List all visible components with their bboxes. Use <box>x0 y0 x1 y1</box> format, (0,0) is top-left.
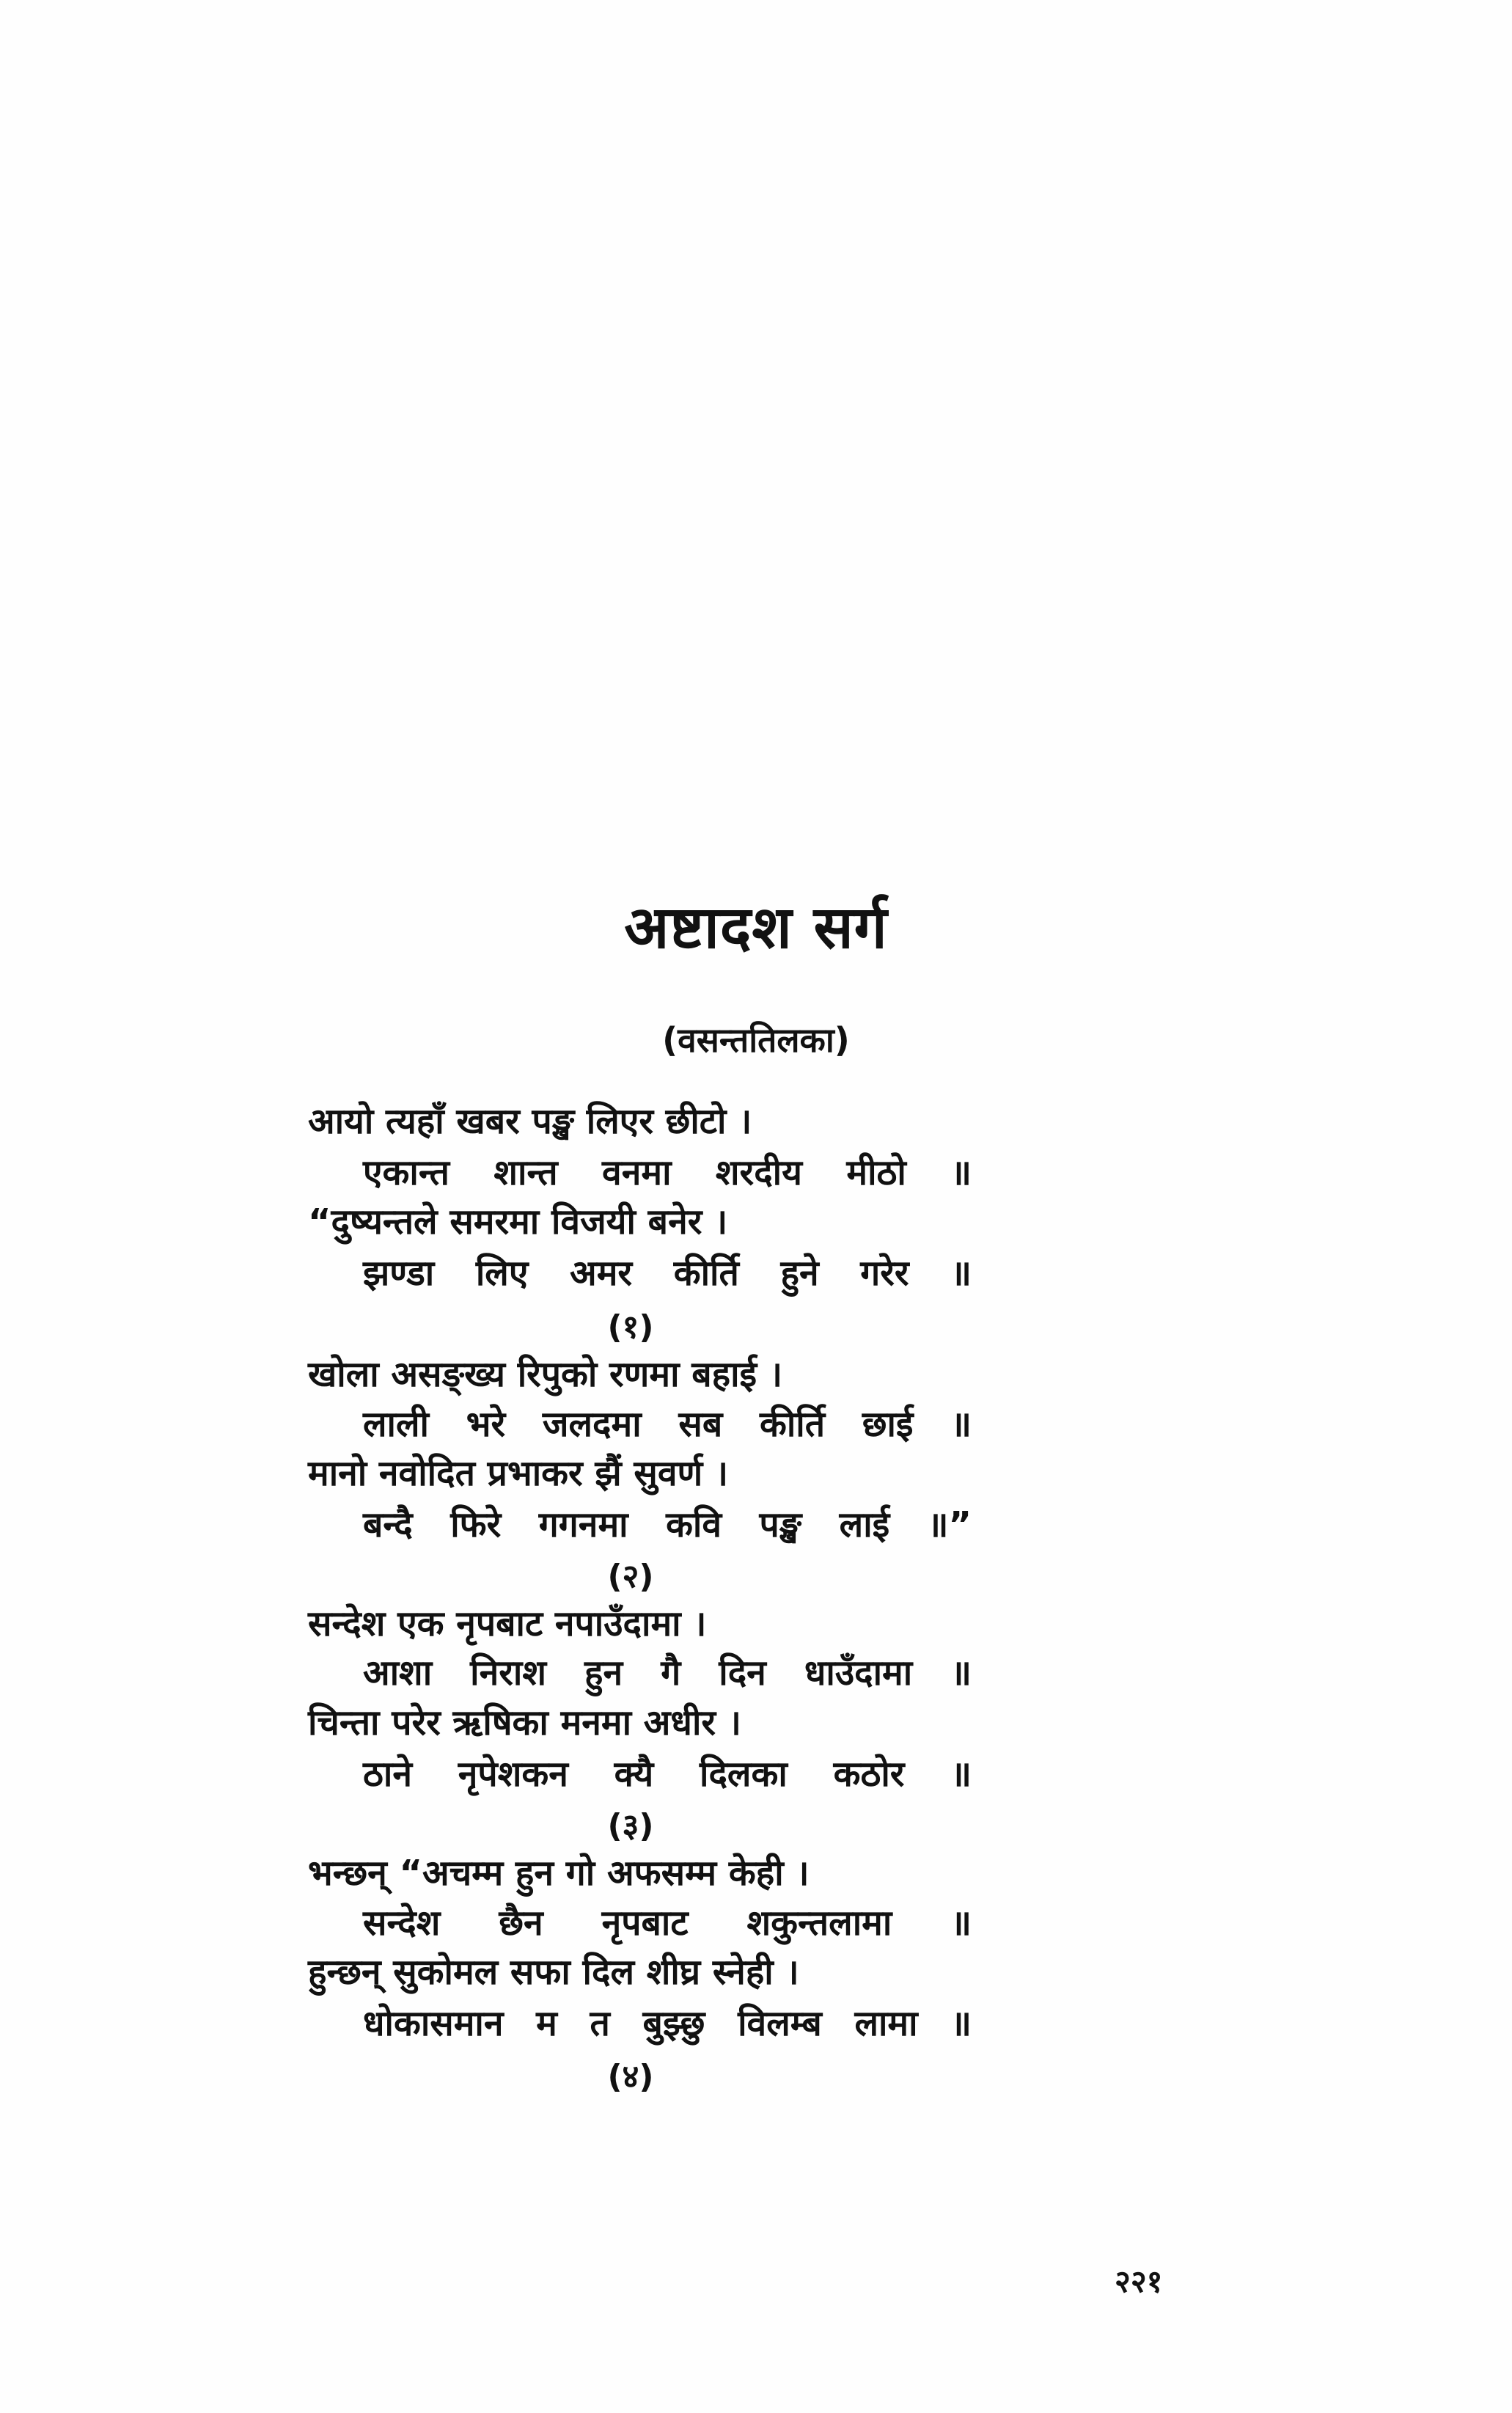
verse-1-line-1: आयो त्यहाँ खबर पङ्ख लिएर छीटो । <box>308 1101 752 1142</box>
verse-4-line-3: हुन्छन् सुकोमल सफा दिल शीघ्र स्नेही । <box>308 1952 799 1993</box>
verse-1-line-3: “दुष्यन्तले समरमा विजयी बनेर । <box>308 1201 728 1242</box>
verse-4-line-2: सन्देश छैन नृपबाट शकुन्तलामा ॥ <box>363 1903 972 1944</box>
verse-3-line-3: चिन्ता परेर ऋषिका मनमा अधीर । <box>308 1702 741 1743</box>
verse-1-line-2: एकान्त शान्त वनमा शरदीय मीठो ॥ <box>363 1152 972 1193</box>
verse-2-line-3: मानो नवोदित प्रभाकर झैं सुवर्ण । <box>308 1453 729 1494</box>
verse-number-1: (१) <box>607 1308 654 1346</box>
metre-label: (वसन्ततिलका) <box>662 1020 850 1060</box>
verse-2-line-2: लाली भरे जलदमा सब कीर्ति छाई ॥ <box>363 1404 972 1445</box>
verse-4-line-4: धोकासमान म त बुझ्छु विलम्ब लामा ॥ <box>363 2003 972 2044</box>
verse-1-line-4: झण्डा लिए अमर कीर्ति हुने गरेर ॥ <box>363 1253 972 1294</box>
verse-3-line-4: ठाने नृपेशकन क्यै दिलका कठोर ॥ <box>363 1754 972 1795</box>
verse-2-line-1: खोला असङ्ख्य रिपुको रणमा बहाई । <box>308 1354 783 1395</box>
verse-2-line-4: बन्दै फिरे गगनमा कवि पङ्ख लाई ॥” <box>363 1504 972 1545</box>
chapter-title: अष्टादश सर्ग <box>624 893 888 962</box>
verse-number-4: (४) <box>607 2058 654 2095</box>
verse-4-line-1: भन्छन् “अचम्म हुन गो अफसम्म केही । <box>308 1853 810 1894</box>
page-number: २२१ <box>1115 2263 1163 2299</box>
verse-number-2: (२) <box>607 1558 654 1595</box>
verse-3-line-2: आशा निराश हुन गै दिन धाउँदामा ॥ <box>363 1652 972 1694</box>
verse-number-3: (३) <box>607 1807 654 1845</box>
verse-3-line-1: सन्देश एक नृपबाट नपाउँदामा । <box>308 1603 707 1644</box>
